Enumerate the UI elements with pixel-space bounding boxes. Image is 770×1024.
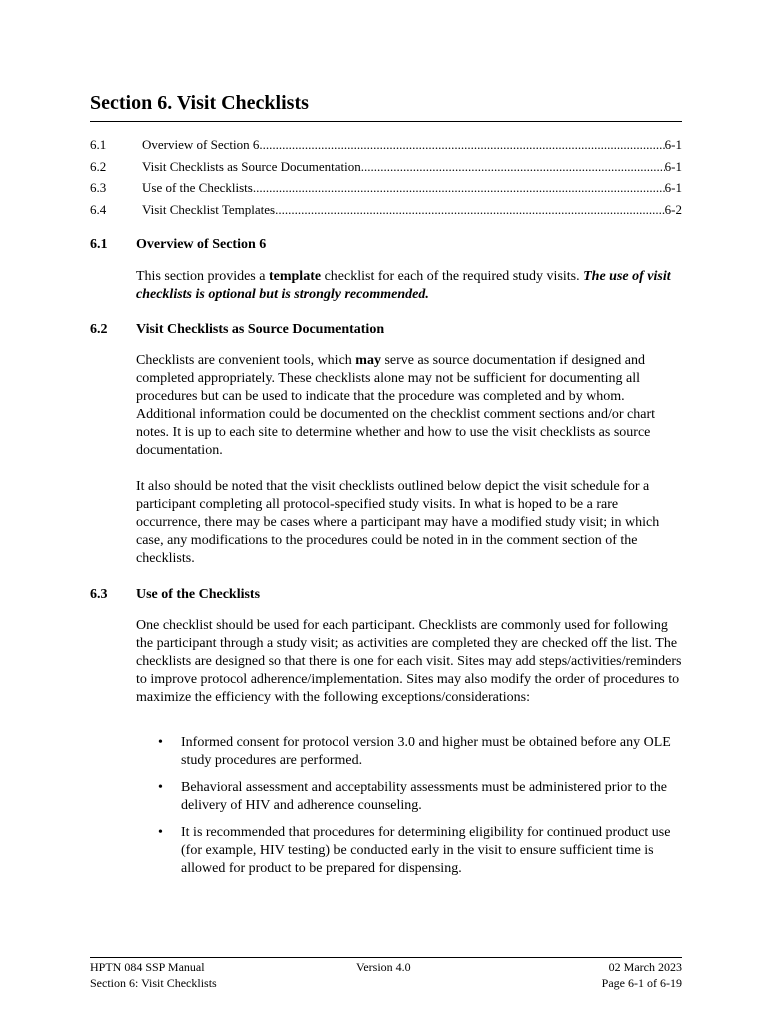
toc-page-ref: 6-1	[664, 180, 682, 195]
list-item	[136, 734, 682, 770]
footer-right	[602, 959, 682, 991]
toc-leader	[361, 156, 665, 178]
toc-page-ref: 6-1	[664, 137, 682, 152]
section-6-2-paragraph-1	[136, 352, 682, 460]
toc-entry-6-1[interactable]	[90, 134, 682, 156]
bullet-icon: •	[158, 780, 163, 795]
toc-number: 6.3	[90, 180, 107, 195]
section-title: Overview of Section 6	[136, 237, 267, 252]
paragraph-text: Checklists are convenient tools, which	[136, 353, 356, 368]
toc-label: Visit Checklist Templates	[142, 201, 276, 217]
title-underline	[90, 121, 682, 122]
toc-page-ref: 6-2	[664, 201, 682, 217]
toc-entry-6-3[interactable]	[90, 177, 682, 199]
footer-version: Version 4.0	[356, 960, 411, 974]
list-item-text: It is recommended that procedures for determining eligibility for continued product use (for example, HIV testing) be conducted early in the visit to ensure sufficient time is allowed for product to be prepared for dispensing.	[181, 825, 671, 876]
paragraph-text: This section provides a	[136, 269, 269, 284]
toc-entry-6-2[interactable]	[90, 156, 682, 178]
emphasis-text: The use of visit checklists is optional but is strongly recommended.	[136, 269, 671, 302]
section-title: Visit Checklists as Source Documentation	[136, 322, 385, 337]
footer-date: 02 March 2023	[608, 960, 682, 974]
bold-term: template	[268, 269, 322, 284]
section-title: Use of the Checklists	[136, 587, 261, 602]
section-6-2-paragraph-2: It also should be noted that the visit checklists outlined below depict the visit schedule for a participant completing all protocol-specified study visits. In what is hoped to be a rare occurrence, there may be cases where a participant may have a modified study visit; in which case, any modifications to the procedures could be noted in in the comment section of the checklists.	[136, 479, 660, 566]
section-number: 6.2	[90, 322, 108, 337]
list-item-text: Behavioral assessment and acceptability assessments must be administered prior to the delivery of HIV and adherence counseling.	[181, 780, 667, 813]
section-6-1-paragraph	[136, 268, 682, 304]
toc-entry-6-4[interactable]	[90, 199, 682, 221]
section-heading-6-2	[90, 322, 384, 338]
toc-label: Visit Checklists as Source Documentation	[142, 158, 361, 174]
considerations-list	[136, 734, 682, 887]
list-item	[136, 779, 682, 815]
bullet-icon: •	[158, 735, 163, 750]
table-of-contents	[90, 134, 682, 220]
footer-manual-name: HPTN 084 SSP Manual	[90, 960, 205, 974]
toc-leader	[253, 177, 665, 199]
section-heading-6-1	[90, 237, 266, 253]
toc-number: 6.2	[90, 158, 107, 174]
footer-section-name: Section 6: Visit Checklists	[90, 976, 217, 990]
toc-label: Overview of Section 6	[142, 137, 260, 152]
page-title: Section 6. Visit Checklists	[90, 92, 309, 114]
toc-page-ref: 6-1	[664, 158, 682, 174]
section-heading-6-3	[90, 587, 260, 603]
toc-label: Use of the Checklists	[142, 180, 253, 195]
list-item	[136, 824, 682, 878]
bullet-icon: •	[158, 825, 163, 840]
toc-leader	[259, 134, 664, 156]
toc-leader	[275, 199, 665, 221]
list-item-text: Informed consent for protocol version 3.0 and higher must be obtained before any OLE study procedures are performed.	[181, 735, 671, 768]
bold-term: may	[355, 353, 381, 368]
footer-page-number: Page 6-1 of 6-19	[601, 976, 682, 990]
paragraph-text: serve as source documentation if designed and completed appropriately. These checklists alone may not be sufficient for documenting all procedures but can be used to indicate that the procedure was completed and by whom. Additional information could be documented on the checklist comment sections and/or chart notes. It is up to each site to determine whether and how to use the visit checklists as source documentation.	[136, 353, 656, 458]
section-number: 6.3	[90, 587, 108, 602]
paragraph-text: checklist for each of the required study visits.	[321, 269, 584, 284]
footer-left	[90, 959, 217, 991]
section-6-3-paragraph: One checklist should be used for each participant. Checklists are commonly used for following the participant through a study visit; as activities are completed they are checked off the list. The checklists are designed so that there is one for each visit. Sites may add steps/activities/reminders to improve protocol adherence/implementation. Sites may also modify the order of procedures to maximize the efficiency with the following exceptions/considerations:	[136, 618, 682, 705]
section-number: 6.1	[90, 237, 108, 252]
toc-number: 6.1	[90, 137, 107, 152]
footer-divider	[90, 957, 682, 958]
toc-number: 6.4	[90, 201, 107, 217]
